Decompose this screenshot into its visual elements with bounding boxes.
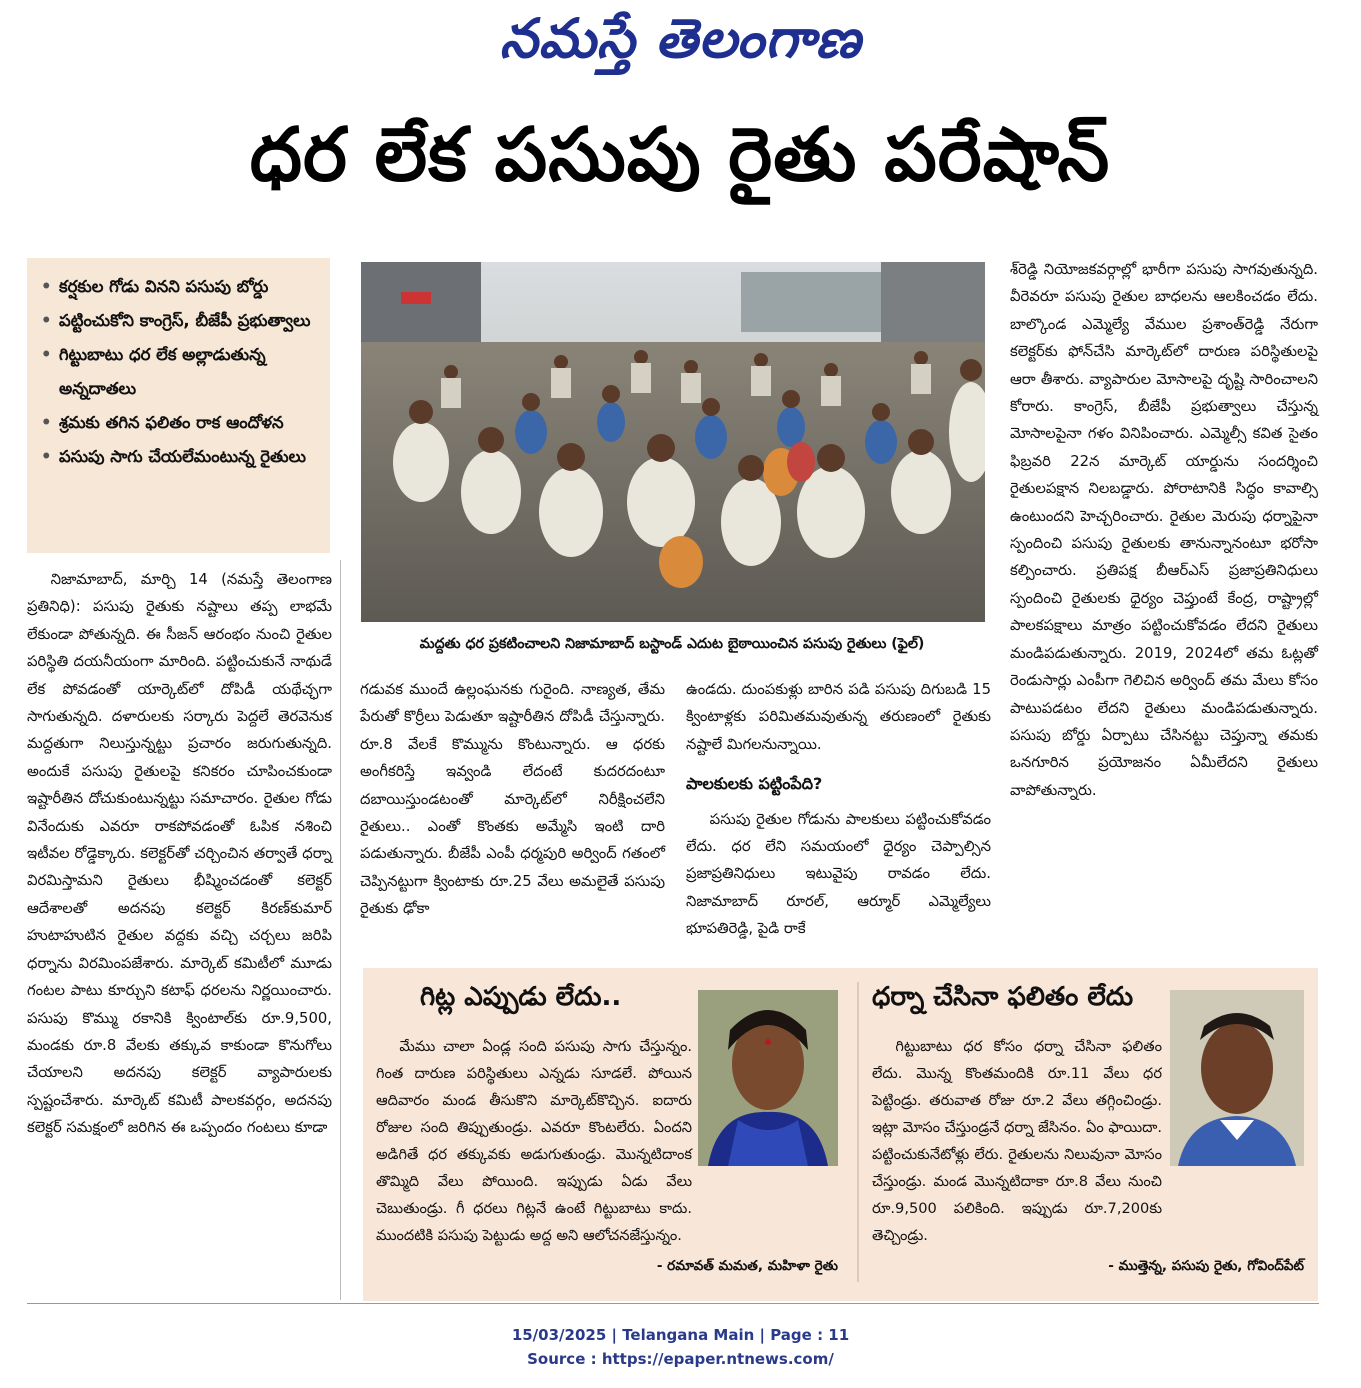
footer-date-line: 15/03/2025 | Telangana Main | Page : 11 bbox=[511, 1326, 850, 1344]
article-column-3 bbox=[686, 676, 991, 961]
bullet-item: • పసుపు సాగు చేయలేమంటున్న రైతులు bbox=[37, 440, 322, 474]
bullet-box bbox=[27, 258, 330, 553]
quote-heading: ధర్నా చేసినా ఫలితం లేదు bbox=[872, 982, 1134, 1012]
footer-rule bbox=[27, 1303, 1319, 1304]
quote-text: మేము చాలా ఏండ్ల సంది పసుపు సాగు చేస్తున్నం. గింత దారుణ పరిస్థితులు ఎన్నడు సూడలే. పోయిన ఆదివారం మండ తీసుకొని మార్కెట్‌కొచ్చిన. ఐదారు రోజుల సంది తిప్పుతుండ్రు. ఎవరూ కొంటలేరు. ఏందని అడిగితే ధర తక్కువకు అడుగుతుండ్రు. మొన్నటిదాంక తొమ్మిది వేలు పోయింది. ఇప్పుడు ఏడు వేలు చెబుతుండ్రు. గీ ధరలు గిట్లనే ఉంటే గిట్టుబాటు కాదు. ముందటికి పసుపు పెట్టుడు అద్ద అని ఆలోచనజేస్తున్నం. bbox=[376, 1038, 692, 1244]
footer-source-line: Source : https://epaper.ntnews.com/ bbox=[527, 1350, 834, 1368]
headline: ధర లేక పసుపు రైతు పరేషాన్ bbox=[249, 112, 1111, 198]
quote-left-text-top bbox=[376, 1033, 692, 1249]
bullet-item: • పట్టించుకోని కాంగ్రెస్, బీజేపీ ప్రభుత్వాలు bbox=[37, 304, 322, 338]
article-column-1 bbox=[27, 566, 332, 1296]
quote-right-heading bbox=[872, 982, 1162, 1018]
quote-attribution: - ముత్తెన్న, పసుపు రైతు, గోవింద్‌పేట్ bbox=[1108, 1258, 1304, 1274]
column-divider bbox=[340, 560, 341, 1300]
protest-photo bbox=[361, 262, 985, 622]
bullet-item: • కర్షకుల గోడు వినని పసుపు బోర్డు bbox=[37, 270, 322, 304]
article-text: పసుపు రైతుల గోడును పాలకులు పట్టించుకోవడం లేదు. ధర లేని సమయంలో ధైర్యం చెప్పాల్సిన ప్రజాప్రతినిధులు ఇటువైపు రావడం లేదు. నిజామాబాద్ రూరల్, ఆర్మూర్ ఎమ్మెల్యేలు భూపతిరెడ్డి, పైడి రాకే bbox=[686, 810, 991, 938]
farmer-photo-mamatha bbox=[698, 990, 838, 1166]
quote-attribution: - రమావత్ మమత, మహిళా రైతు bbox=[656, 1258, 838, 1274]
article-column-4 bbox=[1010, 256, 1318, 956]
article-text: గడువక ముందే ఉల్లంఘనకు గురైంది. నాణ్యత, తేమ పేరుతో కొర్రీలు పెడుతూ ఇష్టారీతిన దోపిడీ చేస్తున్నారు. రూ.8 వేలకే కొమ్మును కొంటున్నారు. ఆ ధరకు అంగీకరిస్తే ఇవ్వండి లేదంటే కుదరదంటూ దబాయిస్తుండటంతో మార్కెట్‌లో నిరీక్షించలేని రైతులు.. ఎంతో కొంతకు అమ్మేసి ఇంటి దారి పడుతున్నారు. బీజేపీ ఎంపీ ధర్మపురి అర్వింద్ గతంలో చెప్పినట్టుగా క్వింటాకు రూ.25 వేలు అమలైతే పసుపు రైతుకు ఢోకా bbox=[360, 681, 665, 918]
quote-text: గిట్టుబాటు ధర కోసం ధర్నా చేసినా ఫలితం లేదు. మొన్న కొంతమందికి రూ.11 వేలు ధర పెట్టిండ్రు. తరువాత రోజు రూ.2 వేలు తగ్గించిండ్రు. ఇట్లా మోసం చేస్తుండ్రనే ధర్నా జేసినం. ఏం ఫాయిదా. పట్టించుకునేటోళ్లు లేరు. రైతులను నిలువునా మోసం చేస్తుండ్రు. మండ మొన్నటిదాకా రూ.8 వేలు నుంచి రూ.9,500 పలికింది. ఇప్పుడు రూ.7,200కు తెచ్చిండ్రు. bbox=[872, 1038, 1162, 1244]
article-text: ఉండదు. దుంపకుళ్లు బారిన పడి పసుపు దిగుబడి 15 క్వింటాళ్లకు పరిమితమవుతున్న తరుణంలో రైతుకు నష్టాలే మిగలనున్నాయి. bbox=[686, 681, 991, 753]
bullet-item: • గిట్టుబాటు ధర లేక అల్లాడుతున్న అన్నదాతలు bbox=[37, 338, 322, 406]
article-text: నిజామాబాద్, మార్చి 14 (నమస్తే తెలంగాణ ప్రతినిధి): పసుపు రైతుకు నష్టాలు తప్ప లాభమే లేకుండా పోతున్నది. ఈ సీజన్ ఆరంభం నుంచి రైతుల పరిస్థితి దయనీయంగా మారింది. పట్టించుకునే నాథుడే లేక పోవడంతో యార్కెట్‌లో దోపిడీ యథేచ్ఛగా సాగుతున్నది. దళారులకు సర్కారు పెద్దలే తెరవెనుక మద్దతుగా నిలుస్తున్నట్టు ప్రచారం జరుగుతున్నది. అందుకే పసుపు రైతులపై కనికరం చూపించకుండా ఇష్టారీతిన దోచుకుంటున్నట్టు సమాచారం. రైతుల గోడు వినేందుకు ఎవరూ రాకపోవడంతో ఓపిక నశించి ఇటీవల రోడ్డెక్కారు. కలెక్టర్‌తో చర్చించిన తర్వాతే ధర్నా విరమిస్తామని రైతులు భీష్మించడంతో కలెక్టర్ ఆదేశాలతో అదనపు కలెక్టర్ కిరణ్‌కుమార్ హుటాహుటిన రైతుల వద్దకు వచ్చి చర్చలు జరిపి ధర్నాను విరమింపజేశారు. మార్కెట్ కమిటీలో మూడు గంటల పాటు కూర్చుని కటాఫ్ ధరలను నిర్ణయించారు. పసుపు కొమ్ము రకానికి క్వింటాల్‌కు రూ.9,500, మండకు రూ.8 వేలకు తక్కువ కాకుండా కొనుగోలు చేయాలని అదనపు కలెక్టర్ వ్యాపారులకు స్పష్టంచేశారు. మార్కెట్ కమిటీ పాలకవర్గం, అదనపు కలెక్టర్ సమక్షంలో జరిగిన ఈ ఒప్పందం గంటలు కూడా bbox=[27, 571, 332, 1137]
subheading: పాలకులకు పట్టింపేది? bbox=[686, 774, 823, 794]
masthead-logo: నమస్తే తెలంగాణ bbox=[499, 6, 862, 70]
box-divider bbox=[857, 982, 859, 1282]
quote-right-text bbox=[872, 1033, 1162, 1249]
article-column-2 bbox=[360, 676, 665, 961]
article-text: శ్‌రెడ్డి నియోజకవర్గాల్లో భారీగా పసుపు సాగవుతున్నది. వీరెవరూ పసుపు రైతుల బాధలను ఆలకించడం లేదు. బాల్కొండ ఎమ్మెల్యే వేముల ప్రశాంత్‌రెడ్డి నేరుగా కలెక్టర్‌కు ఫోన్‌చేసి మార్కెట్‌లో దారుణ పరిస్థితులపై ఆరా తీశారు. వ్యాపారుల మోసాలపై దృష్టి సారించాలని కోరారు. కాంగ్రెస్, బీజేపీ ప్రభుత్వాలు చేస్తున్న మోసాలపైనా గళం వినిపించారు. ఎమ్మెల్సీ కవిత సైతం ఫిబ్రవరి 22న మార్కెట్ యార్డును సందర్శించి రైతులపక్షాన నిలబడ్డారు. పోరాటానికి సిద్ధం కావాల్సి ఉంటుందని హెచ్చరించారు. రైతుల మెరుపు ధర్నాపైనా స్పందించి పసుపు రైతులకు తానున్నానంటూ భరోసా కల్పించారు. ప్రతిపక్ష బీఆర్‌ఎస్ ప్రజాప్రతినిధులు స్పందించి రైతులకు ధైర్యం చెప్తుంటే కేంద్ర, రాష్ట్రాల్లో పాలకపక్షాలు మాత్రం పట్టించుకోవడం లేదని రైతులు మండిపడుతున్నారు. 2019, 2024లో తమ ఓట్లతో రెండుసార్లు ఎంపీగా గెలిచిన అర్వింద్ తమ మేలు కోసం పాటుపడటం లేదని రైతులు మండిపడుతున్నారు. పసుపు బోర్డు ఏర్పాటు చేసినట్టు చెప్తున్నా తమకు ఒనగూరిన ప్రయోజనం ఏమీలేదని రైతులు వాపోతున్నారు. bbox=[1010, 261, 1318, 799]
farmer-photo-muttenna bbox=[1170, 990, 1304, 1166]
photo-caption: మద్దతు ధర ప్రకటించాలని నిజామాబాద్ బస్టాండ్ ఎదుట బైఠాయించిన పసుపు రైతులు (ఫైల్) bbox=[419, 636, 925, 652]
bullet-item: • శ్రమకు తగిన ఫలితం రాక ఆందోళన bbox=[37, 406, 322, 440]
quote-left-heading bbox=[420, 982, 690, 1018]
quote-heading: గిట్ల ఎప్పుడు లేదు.. bbox=[420, 982, 622, 1012]
